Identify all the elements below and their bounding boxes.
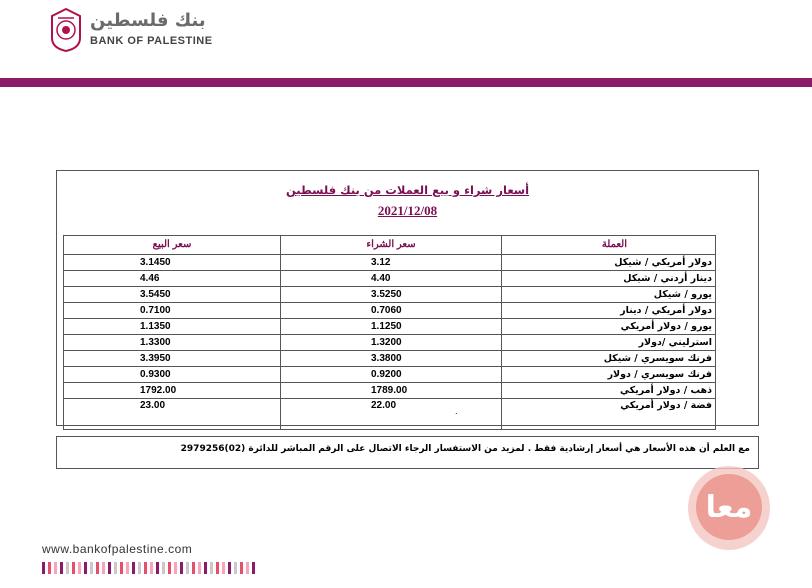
table-row <box>64 399 716 430</box>
table-row <box>64 351 716 367</box>
currency-cell: فرنك سويسري / شيكل <box>502 351 716 367</box>
currency-cell: دولار أمريكي / شيكل <box>502 255 716 271</box>
footer-color-segment <box>210 562 213 574</box>
footer-color-segment <box>174 562 177 574</box>
column-header-sell: سعر البيع <box>64 236 281 255</box>
footer-color-segment <box>228 562 231 574</box>
footer-color-segment <box>222 562 225 574</box>
sell-cell: 1.1350 <box>64 319 281 335</box>
buy-cell: 0.7060 <box>281 303 502 319</box>
footer-color-segment <box>132 562 135 574</box>
footer-color-segment <box>84 562 87 574</box>
currency-cell: دينار أردني / شيكل <box>502 271 716 287</box>
sell-cell: 0.9300 <box>64 367 281 383</box>
footer-color-segment <box>168 562 171 574</box>
footer-color-segment <box>204 562 207 574</box>
bank-name-english: BANK OF PALESTINE <box>90 35 213 47</box>
buy-cell: 3.3800 <box>281 351 502 367</box>
header-band <box>0 78 812 87</box>
footer-color-segment <box>96 562 99 574</box>
footer-color-segment <box>234 562 237 574</box>
table-row <box>64 303 716 319</box>
footer-color-segment <box>54 562 57 574</box>
sell-cell: 1.3300 <box>64 335 281 351</box>
footer-color-segment <box>252 562 255 574</box>
rates-box <box>56 170 759 426</box>
footer-color-segment <box>192 562 195 574</box>
buy-cell: 1.1250 <box>281 319 502 335</box>
footer-color-segment <box>120 562 123 574</box>
currency-cell: يورو / شيكل <box>502 287 716 303</box>
table-row <box>64 319 716 335</box>
footer-color-segment <box>162 562 165 574</box>
watermark-text: معا <box>696 474 762 540</box>
website-url: www.bankofpalestine.com <box>42 542 193 556</box>
footer-color-segment <box>78 562 81 574</box>
footer-color-segment <box>144 562 147 574</box>
footer-color-segment <box>246 562 249 574</box>
table-row <box>64 271 716 287</box>
rates-table <box>63 235 716 430</box>
sell-cell: 0.7100 <box>64 303 281 319</box>
buy-cell: 22.00 <box>281 399 502 430</box>
footer-color-segment <box>48 562 51 574</box>
sell-cell: 3.1450 <box>64 255 281 271</box>
buy-cell: 0.9200 <box>281 367 502 383</box>
footer-color-segment <box>240 562 243 574</box>
footer-color-segment <box>108 562 111 574</box>
sell-cell: 4.46 <box>64 271 281 287</box>
currency-cell: يورو / دولار أمريكي <box>502 319 716 335</box>
footer-color-segment <box>126 562 129 574</box>
footer-color-segment <box>60 562 63 574</box>
footer-color-segment <box>42 562 45 574</box>
footer-color-segment <box>150 562 153 574</box>
bank-name-arabic: بنك فلسطين <box>90 10 206 31</box>
footer-color-segment <box>138 562 141 574</box>
footer-color-segment <box>180 562 183 574</box>
buy-cell: 1789.00 <box>281 383 502 399</box>
bank-emblem-icon <box>50 8 82 52</box>
buy-cell: 3.5250 <box>281 287 502 303</box>
table-row <box>64 335 716 351</box>
column-header-currency: العملة <box>502 236 716 255</box>
table-row <box>64 287 716 303</box>
table-row <box>64 367 716 383</box>
currency-cell: فضة / دولار أمريكي <box>502 399 716 430</box>
currency-cell: دولار أمريكي / دينار <box>502 303 716 319</box>
maan-watermark-logo <box>688 466 770 550</box>
document-title: أسعار شراء و بيع العملات من بنك فلسطين <box>285 183 530 197</box>
footer-color-segment <box>216 562 219 574</box>
document-date: 2021/12/08 <box>377 203 438 218</box>
table-header-row <box>64 236 716 255</box>
footer-color-segment <box>186 562 189 574</box>
sell-cell: 3.5450 <box>64 287 281 303</box>
buy-cell: 3.12 <box>281 255 502 271</box>
table-row <box>64 255 716 271</box>
column-header-buy: سعر الشراء <box>281 236 502 255</box>
footer-color-bar <box>42 562 255 574</box>
buy-cell: 4.40 <box>281 271 502 287</box>
footer-color-segment <box>156 562 159 574</box>
currency-cell: استرليني /دولار <box>502 335 716 351</box>
disclaimer-note: مع العلم أن هذه الأسعار هي أسعار إرشادية فقط . لمزيد من الاستفسار الرجاء الاتصال على الرقم المباشر للدائرة (02)2979256 <box>180 444 750 454</box>
sell-cell: 23.00 <box>64 399 281 430</box>
table-row <box>64 383 716 399</box>
buy-cell: 1.3200 <box>281 335 502 351</box>
note-box <box>56 436 759 469</box>
sell-cell: 3.3950 <box>64 351 281 367</box>
currency-cell: ذهب / دولار أمريكي <box>502 383 716 399</box>
footer-color-segment <box>72 562 75 574</box>
stray-dot: . <box>455 407 458 416</box>
footer-color-segment <box>198 562 201 574</box>
footer-color-segment <box>102 562 105 574</box>
footer-color-segment <box>90 562 93 574</box>
currency-cell: فرنك سويسري / دولار <box>502 367 716 383</box>
sell-cell: 1792.00 <box>64 383 281 399</box>
footer-color-segment <box>114 562 117 574</box>
footer-color-segment <box>66 562 69 574</box>
